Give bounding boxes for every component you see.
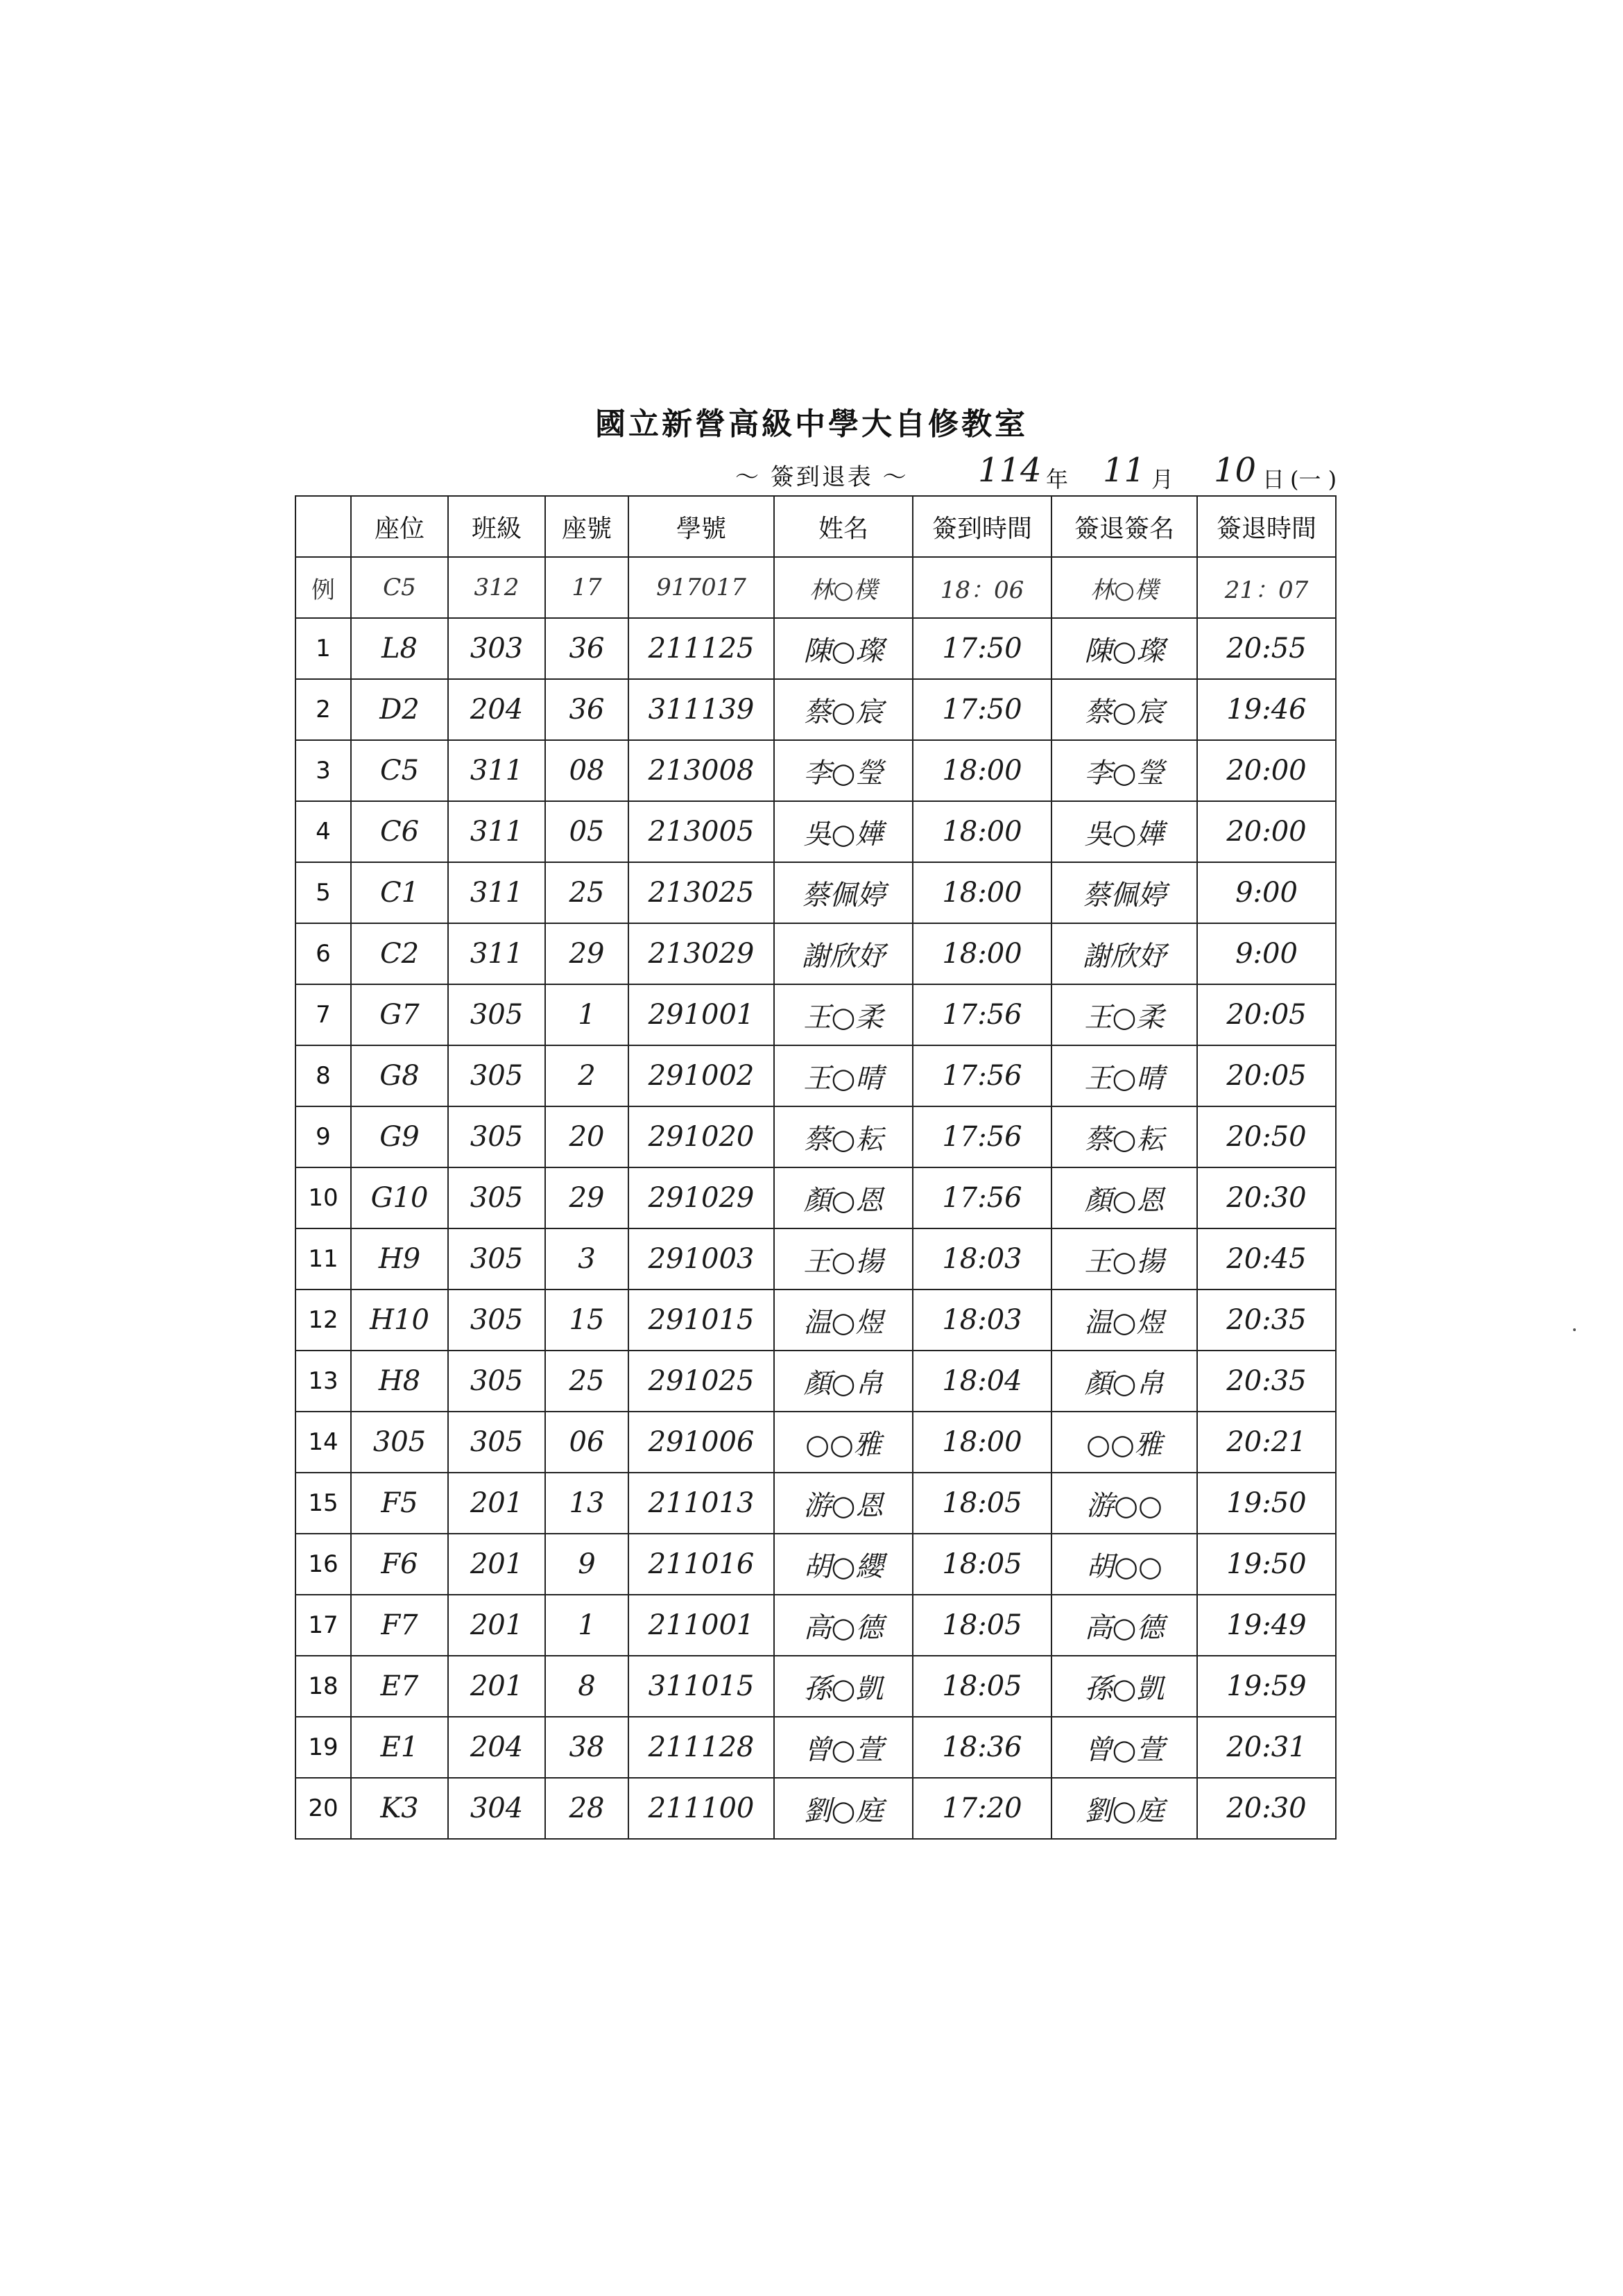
class-cell: 303 bbox=[448, 618, 545, 679]
row-index: 19 bbox=[295, 1717, 351, 1778]
signin-time-cell: 18:00 bbox=[913, 801, 1051, 862]
table-row bbox=[295, 1228, 1336, 1290]
signin-time-cell: 17:50 bbox=[913, 618, 1051, 679]
seat-number-cell: 3 bbox=[545, 1228, 628, 1290]
signout-signature-cell: 胡○○ bbox=[1051, 1534, 1197, 1595]
student-id-cell: 291015 bbox=[628, 1290, 774, 1351]
name-cell: 王○揚 bbox=[774, 1228, 913, 1290]
row-index: 13 bbox=[295, 1351, 351, 1412]
seat-number-cell: 13 bbox=[545, 1473, 628, 1534]
row-index: 12 bbox=[295, 1290, 351, 1351]
student-id-cell: 291029 bbox=[628, 1167, 774, 1228]
header-signin-time: 簽到時間 bbox=[913, 496, 1051, 557]
signout-signature-cell: ○○雅 bbox=[1051, 1412, 1197, 1473]
seat-cell: G9 bbox=[351, 1106, 448, 1167]
signin-time-cell: 17:56 bbox=[913, 1106, 1051, 1167]
class-cell: 201 bbox=[448, 1656, 545, 1717]
name-cell: 游○恩 bbox=[774, 1473, 913, 1534]
name-cell: 蔡佩婷 bbox=[774, 862, 913, 923]
seat-number-cell: 06 bbox=[545, 1412, 628, 1473]
class-cell: 305 bbox=[448, 1167, 545, 1228]
example-signout-signature: 林○樸 bbox=[1051, 557, 1197, 618]
seat-cell: E7 bbox=[351, 1656, 448, 1717]
signout-signature-cell: 王○柔 bbox=[1051, 984, 1197, 1045]
signin-time-cell: 17:56 bbox=[913, 984, 1051, 1045]
seat-number-cell: 20 bbox=[545, 1106, 628, 1167]
row-index: 6 bbox=[295, 923, 351, 984]
row-index: 11 bbox=[295, 1228, 351, 1290]
student-id-cell: 213025 bbox=[628, 862, 774, 923]
row-index: 18 bbox=[295, 1656, 351, 1717]
row-index: 4 bbox=[295, 801, 351, 862]
seat-cell: C5 bbox=[351, 740, 448, 801]
name-cell: ○○雅 bbox=[774, 1412, 913, 1473]
signin-time-cell: 18:00 bbox=[913, 740, 1051, 801]
example-student-id: 917017 bbox=[628, 557, 774, 618]
signout-signature-cell: 顏○帛 bbox=[1051, 1351, 1197, 1412]
signout-time-cell: 20:31 bbox=[1197, 1717, 1336, 1778]
header-student-id: 學號 bbox=[628, 496, 774, 557]
table-row bbox=[295, 1412, 1336, 1473]
signout-signature-cell: 王○揚 bbox=[1051, 1228, 1197, 1290]
header-name: 姓名 bbox=[774, 496, 913, 557]
student-id-cell: 211001 bbox=[628, 1595, 774, 1656]
seat-cell: G8 bbox=[351, 1045, 448, 1106]
seat-cell: L8 bbox=[351, 618, 448, 679]
name-cell: 謝欣妤 bbox=[774, 923, 913, 984]
row-index: 20 bbox=[295, 1778, 351, 1839]
table-row bbox=[295, 1473, 1336, 1534]
table-row bbox=[295, 1351, 1336, 1412]
student-id-cell: 213029 bbox=[628, 923, 774, 984]
signout-time-cell: 19:50 bbox=[1197, 1534, 1336, 1595]
example-seat-number: 17 bbox=[545, 557, 628, 618]
signout-time-cell: 20:50 bbox=[1197, 1106, 1336, 1167]
example-name: 林○樸 bbox=[774, 557, 913, 618]
row-index: 16 bbox=[295, 1534, 351, 1595]
class-cell: 201 bbox=[448, 1473, 545, 1534]
header-signout-signature: 簽退簽名 bbox=[1051, 496, 1197, 557]
name-cell: 孫○凱 bbox=[774, 1656, 913, 1717]
student-id-cell: 311139 bbox=[628, 679, 774, 740]
signout-signature-cell: 陳○璨 bbox=[1051, 618, 1197, 679]
class-cell: 304 bbox=[448, 1778, 545, 1839]
page-title: 國立新營高級中學大自修教室 bbox=[595, 406, 1028, 442]
name-cell: 曾○萱 bbox=[774, 1717, 913, 1778]
student-id-cell: 291025 bbox=[628, 1351, 774, 1412]
seat-number-cell: 05 bbox=[545, 801, 628, 862]
scan-speck bbox=[1573, 1328, 1576, 1331]
example-class: 312 bbox=[448, 557, 545, 618]
table-row bbox=[295, 1045, 1336, 1106]
student-id-cell: 211125 bbox=[628, 618, 774, 679]
date-weekday: (一 ) bbox=[1290, 466, 1337, 492]
class-cell: 305 bbox=[448, 1045, 545, 1106]
signout-time-cell: 20:00 bbox=[1197, 801, 1336, 862]
date-year-value: 114 bbox=[978, 451, 1042, 490]
signout-signature-cell: 曾○萱 bbox=[1051, 1717, 1197, 1778]
signout-time-cell: 20:21 bbox=[1197, 1412, 1336, 1473]
signout-signature-cell: 蔡佩婷 bbox=[1051, 862, 1197, 923]
table-row bbox=[295, 1656, 1336, 1717]
name-cell: 王○晴 bbox=[774, 1045, 913, 1106]
signin-time-cell: 18:04 bbox=[913, 1351, 1051, 1412]
table-row bbox=[295, 1717, 1336, 1778]
name-cell: 蔡○耘 bbox=[774, 1106, 913, 1167]
seat-number-cell: 29 bbox=[545, 1167, 628, 1228]
signin-time-cell: 17:56 bbox=[913, 1167, 1051, 1228]
signin-time-cell: 18:36 bbox=[913, 1717, 1051, 1778]
seat-number-cell: 36 bbox=[545, 679, 628, 740]
signout-time-cell: 20:55 bbox=[1197, 618, 1336, 679]
student-id-cell: 211100 bbox=[628, 1778, 774, 1839]
seat-cell: H9 bbox=[351, 1228, 448, 1290]
name-cell: 吳○嬅 bbox=[774, 801, 913, 862]
subtitle-row bbox=[735, 451, 1359, 492]
signout-time-cell: 19:50 bbox=[1197, 1473, 1336, 1534]
row-index: 3 bbox=[295, 740, 351, 801]
name-cell: 温○煜 bbox=[774, 1290, 913, 1351]
seat-cell: F7 bbox=[351, 1595, 448, 1656]
table-row bbox=[295, 1167, 1336, 1228]
seat-cell: C6 bbox=[351, 801, 448, 862]
name-cell: 胡○纓 bbox=[774, 1534, 913, 1595]
table-row bbox=[295, 1778, 1336, 1839]
row-index: 10 bbox=[295, 1167, 351, 1228]
signin-time-cell: 18:05 bbox=[913, 1595, 1051, 1656]
signout-time-cell: 20:35 bbox=[1197, 1290, 1336, 1351]
name-cell: 劉○庭 bbox=[774, 1778, 913, 1839]
class-cell: 311 bbox=[448, 862, 545, 923]
date-day-label: 日 bbox=[1262, 466, 1285, 492]
student-id-cell: 211016 bbox=[628, 1534, 774, 1595]
table-row bbox=[295, 679, 1336, 740]
seat-cell: F6 bbox=[351, 1534, 448, 1595]
seat-number-cell: 8 bbox=[545, 1656, 628, 1717]
table-row bbox=[295, 1106, 1336, 1167]
class-cell: 305 bbox=[448, 984, 545, 1045]
seat-number-cell: 36 bbox=[545, 618, 628, 679]
student-id-cell: 311015 bbox=[628, 1656, 774, 1717]
table-header-row bbox=[295, 496, 1336, 557]
seat-cell: D2 bbox=[351, 679, 448, 740]
table-row bbox=[295, 801, 1336, 862]
seat-number-cell: 9 bbox=[545, 1534, 628, 1595]
signin-time-cell: 18:00 bbox=[913, 923, 1051, 984]
date-month-label: 月 bbox=[1151, 466, 1174, 492]
table-row bbox=[295, 1534, 1336, 1595]
signout-time-cell: 20:30 bbox=[1197, 1167, 1336, 1228]
seat-number-cell: 2 bbox=[545, 1045, 628, 1106]
example-label: 例 bbox=[295, 557, 351, 618]
seat-number-cell: 1 bbox=[545, 1595, 628, 1656]
signout-time-cell: 20:45 bbox=[1197, 1228, 1336, 1290]
seat-number-cell: 08 bbox=[545, 740, 628, 801]
seat-cell: E1 bbox=[351, 1717, 448, 1778]
signin-time-cell: 18:03 bbox=[913, 1290, 1051, 1351]
class-cell: 305 bbox=[448, 1106, 545, 1167]
date-day-value: 10 bbox=[1214, 451, 1257, 490]
seat-cell: H10 bbox=[351, 1290, 448, 1351]
signout-signature-cell: 温○煜 bbox=[1051, 1290, 1197, 1351]
table-row bbox=[295, 862, 1336, 923]
row-index: 17 bbox=[295, 1595, 351, 1656]
signout-time-cell: 9:00 bbox=[1197, 923, 1336, 984]
example-signin-time: 18：06 bbox=[913, 557, 1051, 618]
signout-time-cell: 20:35 bbox=[1197, 1351, 1336, 1412]
signin-time-cell: 18:05 bbox=[913, 1473, 1051, 1534]
header-class: 班級 bbox=[448, 496, 545, 557]
signout-time-cell: 20:00 bbox=[1197, 740, 1336, 801]
name-cell: 陳○璨 bbox=[774, 618, 913, 679]
name-cell: 高○德 bbox=[774, 1595, 913, 1656]
table-row bbox=[295, 923, 1336, 984]
example-row bbox=[295, 557, 1336, 618]
seat-cell: 305 bbox=[351, 1412, 448, 1473]
class-cell: 311 bbox=[448, 923, 545, 984]
signout-signature-cell: 蔡○耘 bbox=[1051, 1106, 1197, 1167]
signout-signature-cell: 蔡○宸 bbox=[1051, 679, 1197, 740]
row-index: 15 bbox=[295, 1473, 351, 1534]
signin-time-cell: 17:20 bbox=[913, 1778, 1051, 1839]
student-id-cell: 291006 bbox=[628, 1412, 774, 1473]
row-index: 14 bbox=[295, 1412, 351, 1473]
class-cell: 305 bbox=[448, 1351, 545, 1412]
signout-time-cell: 20:30 bbox=[1197, 1778, 1336, 1839]
class-cell: 305 bbox=[448, 1412, 545, 1473]
date-year-label: 年 bbox=[1046, 466, 1069, 492]
student-id-cell: 291001 bbox=[628, 984, 774, 1045]
class-cell: 204 bbox=[448, 1717, 545, 1778]
header-seat-number: 座號 bbox=[545, 496, 628, 557]
student-id-cell: 211128 bbox=[628, 1717, 774, 1778]
name-cell: 蔡○宸 bbox=[774, 679, 913, 740]
student-id-cell: 291002 bbox=[628, 1045, 774, 1106]
student-id-cell: 211013 bbox=[628, 1473, 774, 1534]
signout-time-cell: 19:46 bbox=[1197, 679, 1336, 740]
signout-signature-cell: 游○○ bbox=[1051, 1473, 1197, 1534]
signout-signature-cell: 孫○凱 bbox=[1051, 1656, 1197, 1717]
signout-signature-cell: 吳○嬅 bbox=[1051, 801, 1197, 862]
seat-number-cell: 38 bbox=[545, 1717, 628, 1778]
student-id-cell: 213005 bbox=[628, 801, 774, 862]
name-cell: 李○瑩 bbox=[774, 740, 913, 801]
row-index: 8 bbox=[295, 1045, 351, 1106]
class-cell: 201 bbox=[448, 1534, 545, 1595]
row-index: 9 bbox=[295, 1106, 351, 1167]
date-month-value: 11 bbox=[1103, 451, 1146, 490]
table-row bbox=[295, 618, 1336, 679]
table-row bbox=[295, 1290, 1336, 1351]
signout-time-cell: 19:49 bbox=[1197, 1595, 1336, 1656]
name-cell: 顏○恩 bbox=[774, 1167, 913, 1228]
signin-time-cell: 18:00 bbox=[913, 862, 1051, 923]
table-row bbox=[295, 1595, 1336, 1656]
row-index: 1 bbox=[295, 618, 351, 679]
seat-cell: F5 bbox=[351, 1473, 448, 1534]
seat-number-cell: 25 bbox=[545, 862, 628, 923]
header-seat: 座位 bbox=[351, 496, 448, 557]
class-cell: 305 bbox=[448, 1290, 545, 1351]
class-cell: 204 bbox=[448, 679, 545, 740]
name-cell: 顏○帛 bbox=[774, 1351, 913, 1412]
signout-signature-cell: 劉○庭 bbox=[1051, 1778, 1197, 1839]
signin-table bbox=[295, 495, 1337, 1840]
seat-cell: C2 bbox=[351, 923, 448, 984]
signout-signature-cell: 高○德 bbox=[1051, 1595, 1197, 1656]
signin-time-cell: 18:00 bbox=[913, 1412, 1051, 1473]
seat-cell: G7 bbox=[351, 984, 448, 1045]
table-row bbox=[295, 984, 1336, 1045]
signin-time-cell: 17:50 bbox=[913, 679, 1051, 740]
student-id-cell: 291020 bbox=[628, 1106, 774, 1167]
signin-time-cell: 18:05 bbox=[913, 1656, 1051, 1717]
seat-cell: C1 bbox=[351, 862, 448, 923]
signout-time-cell: 9:00 bbox=[1197, 862, 1336, 923]
subtitle: ～ 簽到退表 ～ bbox=[735, 463, 909, 491]
student-id-cell: 213008 bbox=[628, 740, 774, 801]
signout-time-cell: 20:05 bbox=[1197, 984, 1336, 1045]
header-signout-time: 簽退時間 bbox=[1197, 496, 1336, 557]
seat-number-cell: 15 bbox=[545, 1290, 628, 1351]
seat-cell: K3 bbox=[351, 1778, 448, 1839]
class-cell: 311 bbox=[448, 740, 545, 801]
class-cell: 201 bbox=[448, 1595, 545, 1656]
signin-time-cell: 18:05 bbox=[913, 1534, 1051, 1595]
row-index: 2 bbox=[295, 679, 351, 740]
seat-number-cell: 29 bbox=[545, 923, 628, 984]
student-id-cell: 291003 bbox=[628, 1228, 774, 1290]
signin-time-cell: 17:56 bbox=[913, 1045, 1051, 1106]
row-index: 7 bbox=[295, 984, 351, 1045]
seat-number-cell: 1 bbox=[545, 984, 628, 1045]
table-row bbox=[295, 740, 1336, 801]
signout-signature-cell: 顏○恩 bbox=[1051, 1167, 1197, 1228]
name-cell: 王○柔 bbox=[774, 984, 913, 1045]
signout-time-cell: 19:59 bbox=[1197, 1656, 1336, 1717]
signout-signature-cell: 謝欣妤 bbox=[1051, 923, 1197, 984]
signout-signature-cell: 王○晴 bbox=[1051, 1045, 1197, 1106]
class-cell: 311 bbox=[448, 801, 545, 862]
example-signout-time: 21：07 bbox=[1197, 557, 1336, 618]
row-index: 5 bbox=[295, 862, 351, 923]
seat-cell: H8 bbox=[351, 1351, 448, 1412]
signin-time-cell: 18:03 bbox=[913, 1228, 1051, 1290]
seat-cell: G10 bbox=[351, 1167, 448, 1228]
seat-number-cell: 25 bbox=[545, 1351, 628, 1412]
header-index bbox=[295, 496, 351, 557]
class-cell: 305 bbox=[448, 1228, 545, 1290]
seat-number-cell: 28 bbox=[545, 1778, 628, 1839]
signout-signature-cell: 李○瑩 bbox=[1051, 740, 1197, 801]
example-seat: C5 bbox=[351, 557, 448, 618]
signout-time-cell: 20:05 bbox=[1197, 1045, 1336, 1106]
